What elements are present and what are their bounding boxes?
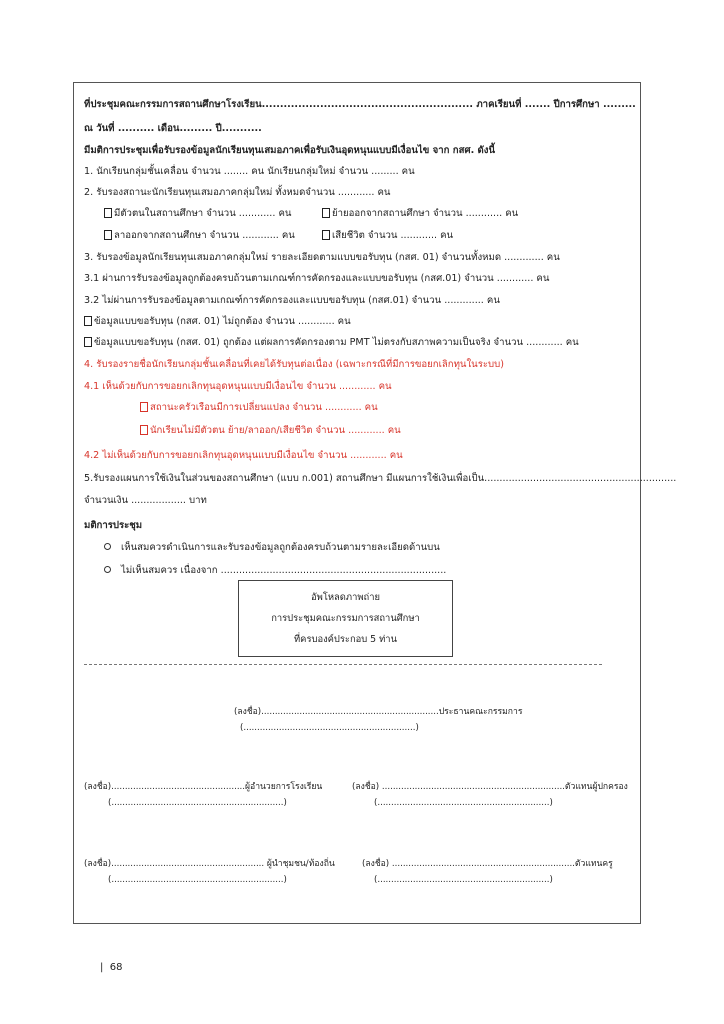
meeting-header-line: ที่ประชุมคณะกรรมการสถานศึกษาโรงเรียน.......................................................... ภาคเรียนที่ ....... ปีการศึกษา ......... [84, 99, 636, 110]
chair-signature: (ลงชื่อ).................................................................ประธานคณะกรรมการ [234, 707, 523, 717]
page-number-bar: | [100, 962, 110, 973]
item-1: 1. นักเรียนกลุ่มชั้นเคลื่อน จำนวน ........ คน นักเรียนกลุ่มใหม่ จำนวน ......... คน [84, 166, 415, 177]
label-present: มีตัวตนในสถานศึกษา จำนวน ............ คน [114, 208, 292, 219]
item-3: 3. รับรองข้อมูลนักเรียนทุนเสมอภาคกลุ่มใหม่ รายละเอียดตามแบบขอรับทุน (กสศ. 01) จำนวนทั้งหมด ............. คน [84, 252, 560, 263]
page-number [100, 962, 122, 973]
checkbox-row [104, 229, 295, 242]
checkbox-row [322, 229, 453, 242]
amount-line: จำนวนเงิน .................. บาท [84, 495, 207, 506]
parent-name: (...............................................................) [374, 798, 553, 808]
item-4: 4. รับรองรายชื่อนักเรียนกลุ่มชั้นเคลื่อนที่เคยได้รับทุนต่อเนื่อง (เฉพาะกรณีที่มีการขอยกเลิกทุนในระบบ) [84, 359, 504, 370]
item-5: 5.รับรองแผนการใช้เงินในส่วนของสถานศึกษา (แบบ ก.001) สถานศึกษา มีแผนการใช้เงินเพื่อเป็น............................................................... [84, 473, 677, 484]
checkbox-deceased[interactable] [322, 230, 330, 240]
checkbox-student-absent[interactable] [140, 425, 148, 435]
checkbox-row [84, 315, 351, 328]
checkbox-form-incorrect[interactable] [84, 316, 92, 326]
label-household-change: สถานะครัวเรือนมีการเปลี่ยนแปลง จำนวน ............ คน [150, 402, 378, 413]
checkbox-pmt-mismatch[interactable] [84, 337, 92, 347]
radio-approve[interactable] [104, 543, 111, 550]
photo-upload-box[interactable] [238, 580, 453, 657]
page-number-value: 68 [109, 962, 123, 973]
community-signature: (ลงชื่อ)........................................................ ผู้นำชุมชน/ท้องถิ่น [84, 859, 335, 869]
checkbox-row [104, 207, 291, 220]
radio-row [104, 564, 446, 577]
checkbox-row [140, 401, 378, 414]
label-disapprove: ไม่เห็นสมควร เนื่องจาก .......................................................................... [121, 565, 447, 576]
label-dropped-out: ลาออกจากสถานศึกษา จำนวน ............ คน [114, 230, 295, 241]
label-moved-out: ย้ายออกจากสถานศึกษา จำนวน ............ คน [332, 208, 519, 219]
checkbox-dropped-out[interactable] [104, 230, 112, 240]
checkbox-household-change[interactable] [140, 402, 148, 412]
item-3-2: 3.2 ไม่ผ่านการรับรองข้อมูลตามเกณฑ์การคัดกรองและแบบขอรับทุน (กสศ.01) จำนวน ............. คน [84, 295, 500, 306]
checkbox-row [140, 424, 401, 437]
radio-disapprove[interactable] [104, 566, 111, 573]
checkbox-row [322, 207, 518, 220]
label-approve: เห็นสมควรดำเนินการและรับรองข้อมูลถูกต้องครบถ้วนตามรายละเอียดด้านบน [121, 542, 440, 553]
item-2: 2. รับรองสถานะนักเรียนทุนเสมอภาคกลุ่มใหม่ ทั้งหมดจำนวน ............ คน [84, 187, 391, 198]
label-pmt-mismatch: ข้อมูลแบบขอรับทุน (กสศ. 01) ถูกต้อง แต่ผลการคัดกรองตาม PMT ไม่ตรงกับสภาพความเป็นจริง จำนวน ............ คน [94, 337, 579, 348]
chair-name: (...............................................................) [240, 723, 419, 733]
photo-upload-line: ที่ครบองค์ประกอบ 5 ท่าน [294, 634, 397, 645]
item-3-1: 3.1 ผ่านการรับรองข้อมูลถูกต้องครบถ้วนตามเกณฑ์การคัดกรองและแบบขอรับทุน (กสศ.01) จำนวน ............ คน [84, 273, 550, 284]
checkbox-row [84, 336, 579, 349]
teacher-name: (...............................................................) [374, 875, 553, 885]
parent-signature: (ลงชื่อ) ...................................................................ตัวแทนผู้ปกครอง [352, 782, 628, 792]
radio-row [104, 541, 440, 554]
meeting-resolution-title: มติการประชุม [84, 520, 143, 531]
director-name: (...............................................................) [108, 798, 287, 808]
photo-upload-line: อัพโหลดภาพถ่าย [311, 592, 380, 603]
label-form-incorrect: ข้อมูลแบบขอรับทุน (กสศ. 01) ไม่ถูกต้อง จำนวน ............ คน [94, 316, 351, 327]
resolution-title: มีมติการประชุมเพื่อรับรองข้อมูลนักเรียนทุนเสมอภาคเพื่อรับเงินอุดหนุนแบบมีเงื่อนไข จาก กสศ. ดังนี้ [84, 145, 496, 156]
checkbox-present[interactable] [104, 208, 112, 218]
checkbox-moved-out[interactable] [322, 208, 330, 218]
label-deceased: เสียชีวิต จำนวน ............ คน [332, 230, 454, 241]
divider [84, 664, 602, 665]
photo-upload-line: การประชุมคณะกรรมการสถานศึกษา [271, 613, 420, 624]
label-student-absent: นักเรียนไม่มีตัวตน ย้าย/ลาออก/เสียชีวิต จำนวน ............ คน [150, 425, 401, 436]
item-4-2: 4.2 ไม่เห็นด้วยกับการขอยกเลิกทุนอุดหนุนแบบมีเงื่อนไข จำนวน ............ คน [84, 450, 403, 461]
date-line: ณ วันที่ .......... เดือน......... ปี........... [84, 123, 262, 134]
teacher-signature: (ลงชื่อ) ...................................................................ตัวแทนครู [362, 859, 613, 869]
item-4-1: 4.1 เห็นด้วยกับการขอยกเลิกทุนอุดหนุนแบบมีเงื่อนไข จำนวน ............ คน [84, 381, 392, 392]
community-name: (...............................................................) [108, 875, 287, 885]
director-signature: (ลงชื่อ).................................................ผู้อำนวยการโรงเรียน [84, 782, 323, 792]
